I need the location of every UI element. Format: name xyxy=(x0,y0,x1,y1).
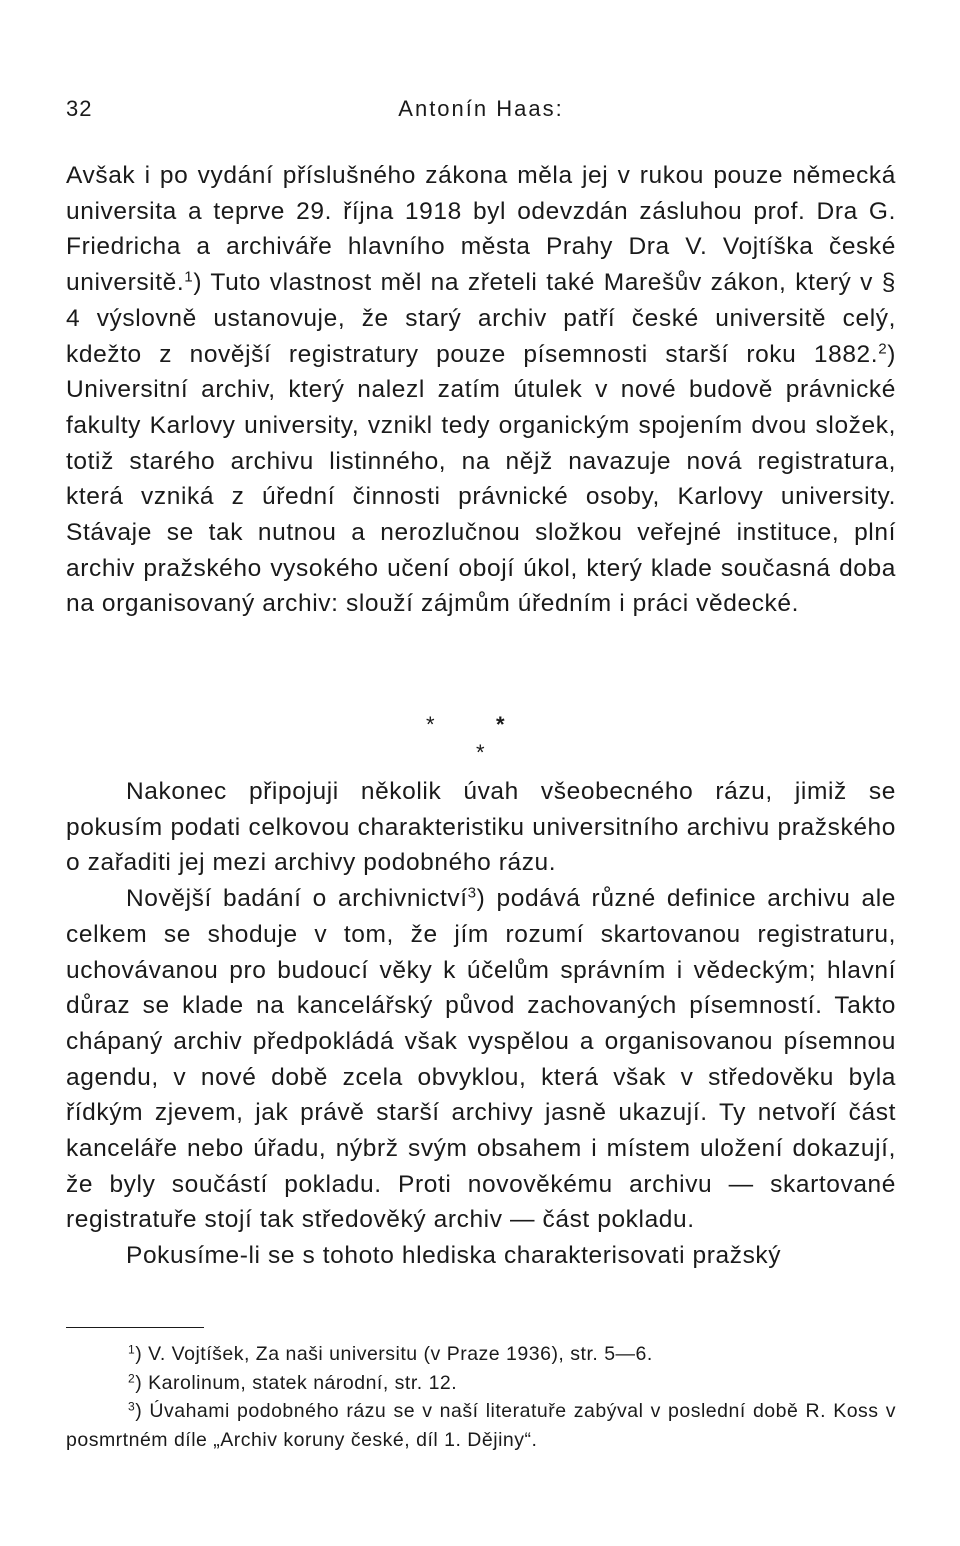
footnote-1 xyxy=(66,1340,896,1369)
asterism-star: * xyxy=(496,712,505,737)
footnote-2 xyxy=(66,1369,896,1398)
paragraph-1 xyxy=(66,158,896,622)
body-section-1 xyxy=(66,158,896,622)
asterism-star: * xyxy=(476,740,485,765)
footnote-ref-1[interactable]: 1 xyxy=(184,268,194,286)
paragraph-1-text-b: ) Tuto vlastnost měl na zřeteli také Marešův zákon, který v § 4 výslovně ustanovuje, že starý archiv patří české universitě celý, kdežto z novější registratury pouze písemnosti starší roku 1882. xyxy=(66,269,896,368)
paragraph-4: Pokusíme-li se s tohoto hlediska charakterisovati pražský xyxy=(126,1242,782,1270)
footnote-text: ) Karolinum, statek národní, str. 12. xyxy=(135,1371,458,1394)
paragraph-1-text-c: ) Universitní archiv, který nalezl zatím útulek v nové budově právnické fakulty Karlovy university, vznikl tedy organickým spojením dvou složek, totiž starého archivu listinného, na nějž navazuje nová registratura, která vzniká z úřední činnosti právnické osoby, Karlovy university. Stávaje se tak nutnou a nerozlučnou složkou veřejné instituce, plní archiv pražského vysokého učení obojí úkol, který klade současná doba na organisovaný archiv: slouží zájmům úředním i práci vědecké. xyxy=(66,340,896,618)
footnote-ref-3[interactable]: 3 xyxy=(467,884,477,902)
page-number: 32 xyxy=(66,96,93,121)
footnote-3 xyxy=(66,1397,896,1454)
footnote-text: ) Úvahami podobného rázu se v naší literatuře zabýval v poslední době R. Koss v posmrtném díle „Archiv koruny české, díl 1. Dějiny“. xyxy=(66,1400,896,1451)
running-title: Antonín Haas: xyxy=(398,96,564,121)
paragraph-1-text-a: Avšak i po vydání příslušného zákona měla jej v rukou pouze německá universita a teprve 29. října 1918 byl odevzdán zásluhou prof. Dra G. Friedricha a archiváře hlavního města Prahy Dra V. Vojtíška české universitě. xyxy=(66,162,896,297)
paragraph-2: Nakonec připojuji několik úvah všeobecného rázu, jimiž se pokusím podati celkovou charakteristiku universitního archivu pražského o zařaditi jej mezi archivy podobného rázu. xyxy=(66,778,896,877)
footnote-separator xyxy=(66,1327,204,1328)
body-section-2 xyxy=(66,774,896,1274)
footnotes xyxy=(66,1340,896,1454)
footnote-mark: 1 xyxy=(128,1342,136,1357)
paragraph-3-text-b: ) podává různé definice archivu ale celkem se shoduje v tom, že jím rozumí skartovanou registraturu, uchovávanou pro budoucí věky k účelům správním i vědeckým; hlavní důraz se klade na kancelářský původ zachovaných písemností. Takto chápaný archiv předpokládá však vyspělou a organisovanou písemnou agendu, v nové době zcela obvyklou, která však v středověku byla řídkým zjevem, jak právě starší archivy jasně ukazují. Ty netvoří část kanceláře nebo úřadu, nýbrž svým obsahem i místem uložení dokazují, že byly součástí pokladu. Proti novověkému archivu — skartované registratuře stojí tak středověký archiv — část pokladu. xyxy=(66,885,896,1234)
paragraph-3-text-a: Novější badání o archivnictví xyxy=(126,885,468,913)
footnote-mark: 3 xyxy=(128,1399,136,1414)
footnote-ref-2[interactable]: 2 xyxy=(878,340,888,358)
asterism-star: * xyxy=(426,712,435,737)
section-break-asterism xyxy=(380,710,580,766)
footnote-text: ) V. Vojtíšek, Za naši universitu (v Praze 1936), str. 5—6. xyxy=(135,1343,653,1365)
paragraph-3 xyxy=(66,881,896,1238)
running-head xyxy=(66,96,896,126)
footnote-mark: 2 xyxy=(128,1370,136,1385)
